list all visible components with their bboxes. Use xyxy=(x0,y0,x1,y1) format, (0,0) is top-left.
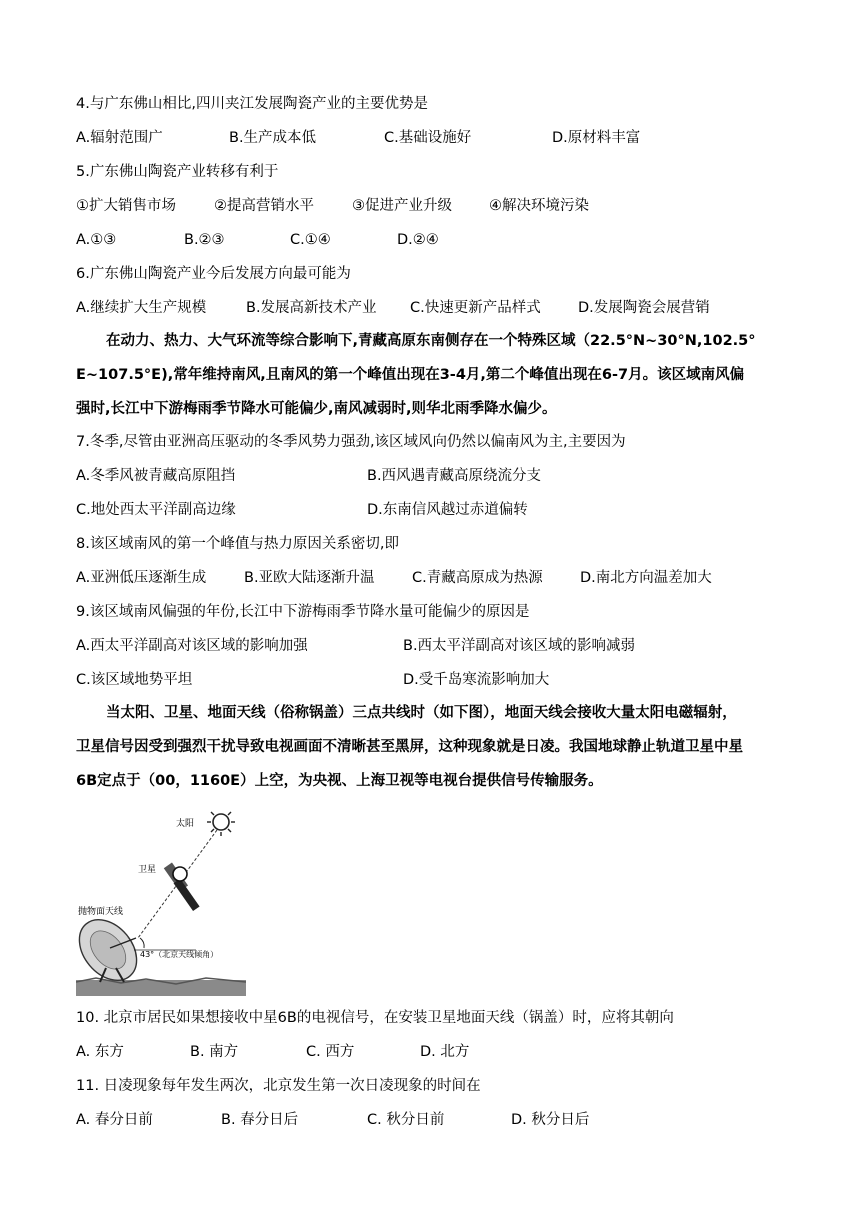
q5-option-b: B.②③ xyxy=(184,232,225,248)
q8-option-b: B.亚欧大陆逐渐升温 xyxy=(244,570,375,586)
q5-option-c: C.①④ xyxy=(290,232,331,248)
question-11-stem: 11. 日凌现象每年发生两次，北京发生第一次日凌现象的时间在 xyxy=(76,1078,481,1094)
question-4-stem: 4.与广东佛山相比,四川夹江发展陶瓷产业的主要优势是 xyxy=(76,96,428,112)
passage-2-line-3: 6B定点于（00，1160E）上空，为央视、上海卫视等电视台提供信号传输服务。 xyxy=(76,773,603,789)
question-7-options-row-1 xyxy=(76,466,541,486)
q6-option-a: A.继续扩大生产规模 xyxy=(76,300,207,316)
q11-option-c: C. 秋分日前 xyxy=(367,1112,445,1128)
q5-item-3: ③促进产业升级 xyxy=(352,198,452,214)
question-9-stem: 9.该区域南风偏强的年份,长江中下游梅雨季节降水量可能偏少的原因是 xyxy=(76,604,530,620)
passage-1-line-2: E~107.5°E),常年维持南风,且南风的第一个峰值出现在3-4月,第二个峰值出现在6-7月。该区域南风偏 xyxy=(76,367,745,383)
question-11-options xyxy=(76,1110,589,1130)
question-6-options xyxy=(76,298,710,318)
question-5-options xyxy=(76,230,439,250)
passage-2-line-1: 当太阳、卫星、地面天线（俗称锅盖）三点共线时（如下图），地面天线会接收大量太阳电磁辐射， xyxy=(106,705,737,721)
question-5-stem: 5.广东佛山陶瓷产业转移有利于 xyxy=(76,164,279,180)
question-4-options xyxy=(76,128,640,148)
q10-option-b: B. 南方 xyxy=(190,1044,239,1060)
antenna-label: 抛物面天线 xyxy=(78,907,124,917)
ground xyxy=(76,980,246,996)
q6-option-c: C.快速更新产品样式 xyxy=(410,300,541,316)
q5-option-d: D.②④ xyxy=(397,232,439,248)
question-8-options xyxy=(76,568,712,588)
q11-option-a: A. 春分日前 xyxy=(76,1112,153,1128)
q6-option-d: D.发展陶瓷会展营销 xyxy=(578,300,710,316)
q4-option-d: D.原材料丰富 xyxy=(552,130,641,146)
angle-arc xyxy=(140,938,144,948)
q8-option-a: A.亚洲低压逐渐生成 xyxy=(76,570,207,586)
sun-outage-diagram xyxy=(76,810,246,996)
q4-option-c: C.基础设施好 xyxy=(384,130,472,146)
q8-option-d: D.南北方向温差加大 xyxy=(580,570,712,586)
q9-option-c: C.该区域地势平坦 xyxy=(76,672,193,688)
sun-icon xyxy=(207,810,235,836)
passage-south-wind xyxy=(76,324,786,426)
sun-outage-diagram-svg xyxy=(76,810,246,996)
q7-option-c: C.地处西太平洋副高边缘 xyxy=(76,502,236,518)
question-8-stem: 8.该区域南风的第一个峰值与热力原因关系密切,即 xyxy=(76,536,399,552)
sun-label: 太阳 xyxy=(176,819,195,829)
question-10-options xyxy=(76,1042,469,1062)
q10-option-d: D. 北方 xyxy=(420,1044,470,1060)
question-7-options-row-2 xyxy=(76,500,528,520)
q7-option-b: B.西风遇青藏高原绕流分支 xyxy=(367,468,542,484)
q9-option-d: D.受千岛寒流影响加大 xyxy=(403,672,550,688)
q5-item-4: ④解决环境污染 xyxy=(489,198,589,214)
satellite-icon xyxy=(164,863,200,912)
question-6-stem: 6.广东佛山陶瓷产业今后发展方向最可能为 xyxy=(76,266,351,282)
q5-item-1: ①扩大销售市场 xyxy=(76,198,176,214)
passage-1-line-3: 强时,长江中下游梅雨季节降水可能偏少,南风减弱时,则华北雨季降水偏少。 xyxy=(76,401,557,417)
q9-option-a: A.西太平洋副高对该区域的影响加强 xyxy=(76,638,308,654)
q5-item-2: ②提高营销水平 xyxy=(214,198,314,214)
q11-option-b: B. 春分日后 xyxy=(221,1112,299,1128)
question-9-options-row-2 xyxy=(76,670,549,690)
q6-option-b: B.发展高新技术产业 xyxy=(246,300,377,316)
q9-option-b: B.西太平洋副高对该区域的影响减弱 xyxy=(403,638,636,654)
q7-option-d: D.东南信风越过赤道偏转 xyxy=(367,502,528,518)
passage-1-line-1: 在动力、热力、大气环流等综合影响下,青藏高原东南侧存在一个特殊区域（22.5°N~30°N,102.5° xyxy=(106,333,756,349)
q11-option-d: D. 秋分日后 xyxy=(511,1112,590,1128)
q4-option-b: B.生产成本低 xyxy=(229,130,317,146)
passage-2-line-2: 卫星信号因受到强烈干扰导致电视画面不清晰甚至黑屏，这种现象就是日凌。我国地球静止轨道卫星中星 xyxy=(76,739,743,755)
q5-option-a: A.①③ xyxy=(76,232,117,248)
question-7-stem: 7.冬季,尽管由亚洲高压驱动的冬季风势力强劲,该区域风向仍然以偏南风为主,主要因为 xyxy=(76,434,626,450)
q4-option-a: A.辐射范围广 xyxy=(76,130,163,146)
angle-label: 43°（北京天线倾角） xyxy=(140,950,219,959)
satellite-label: 卫星 xyxy=(138,865,157,875)
q10-option-a: A. 东方 xyxy=(76,1044,124,1060)
q10-option-c: C. 西方 xyxy=(306,1044,355,1060)
question-10-stem: 10. 北京市居民如果想接收中星6B的电视信号，在安装卫星地面天线（锅盖）时，应将其朝向 xyxy=(76,1010,674,1026)
question-9-options-row-1 xyxy=(76,636,635,656)
q8-option-c: C.青藏高原成为热源 xyxy=(412,570,543,586)
q7-option-a: A.冬季风被青藏高原阻挡 xyxy=(76,468,236,484)
question-5-items xyxy=(76,196,589,216)
passage-sun-outage xyxy=(76,696,786,798)
